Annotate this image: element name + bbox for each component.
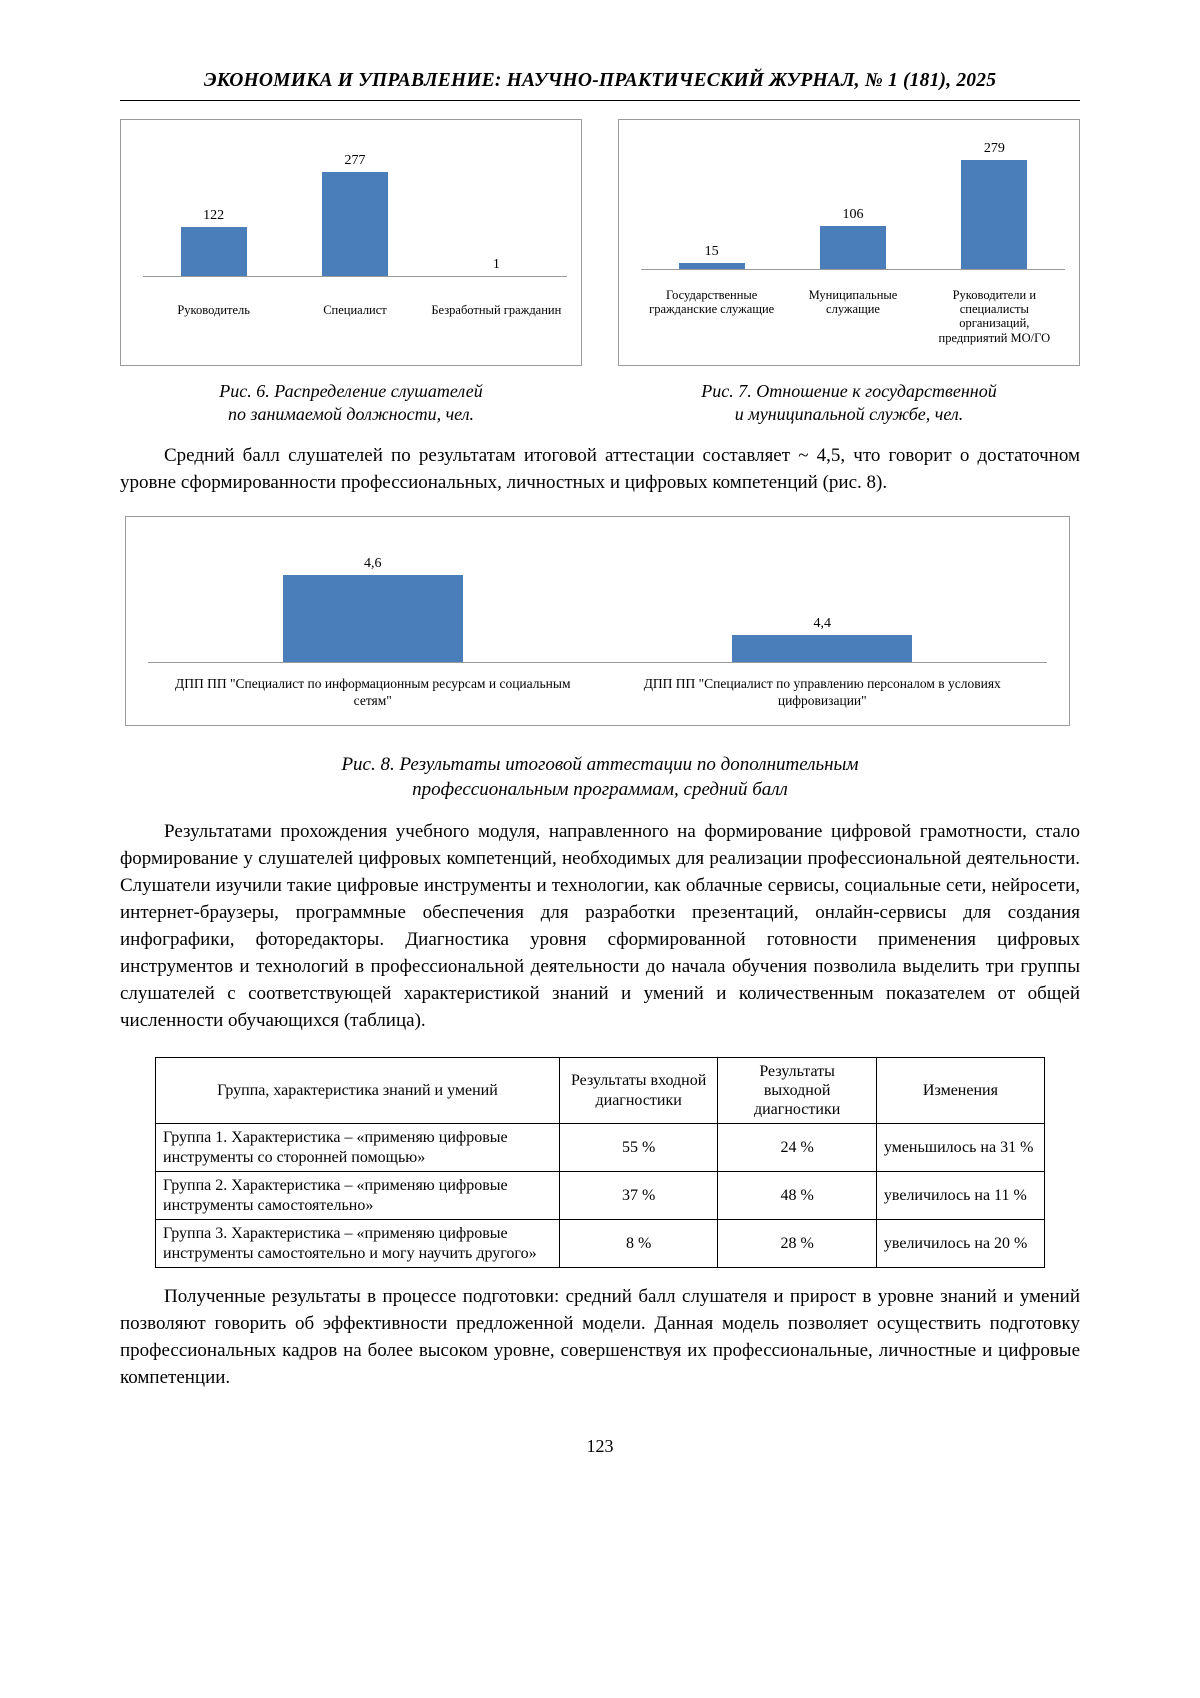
bar-group: [426, 134, 567, 277]
caption-line: профессиональным программам, средний балл: [412, 779, 788, 801]
bar-value-label: 277: [344, 153, 366, 168]
table-row: [156, 1124, 1045, 1172]
bar-value-label: 4,4: [813, 615, 831, 631]
bar-group: [148, 539, 598, 663]
caption-line: Рис. 7. Отношение к государственной: [701, 381, 997, 401]
figure-row-6-7: [120, 119, 1080, 427]
table-cell-group: Группа 1. Характеристика – «применяю цифровые инструменты со сторонней помощью»: [156, 1124, 560, 1172]
chart-fig8-categories: [148, 676, 1047, 708]
bar: [732, 635, 912, 663]
bar-value-label: 4,6: [364, 555, 382, 571]
table-cell-group: Группа 3. Характеристика – «применяю цифровые инструменты самостоятельно и могу научить другого»: [156, 1220, 560, 1268]
chart-fig8-bars: [148, 539, 1047, 663]
figure-8-caption: [120, 752, 1080, 803]
bar-group: [641, 134, 782, 270]
paragraph-1: Средний балл слушателей по результатам итоговой аттестации составляет ~ 4,5, что говорит о достаточном уровне сформированности профессиональных, личностных и цифровых компетенций (рис. 8).: [120, 444, 1080, 493]
caption-line: по занимаемой должности, чел.: [227, 404, 475, 425]
bar-value-label: 15: [704, 244, 719, 259]
results-table: [155, 1057, 1045, 1269]
table-header-cell: Результаты выходной диагностики: [718, 1057, 876, 1124]
figure-7-caption: [618, 380, 1080, 427]
caption-line: Рис. 6. Распределение слушателей: [219, 381, 483, 401]
table-cell-group: Группа 2. Характеристика – «применяю цифровые инструменты самостоятельно»: [156, 1172, 560, 1220]
table-cell-output: 48 %: [718, 1172, 876, 1220]
chart-fig7-bars: [641, 134, 1065, 270]
table-cell-input: 8 %: [559, 1220, 717, 1268]
table-cell-input: 37 %: [559, 1172, 717, 1220]
table-cell-input: 55 %: [559, 1124, 717, 1172]
bar-value-label: 1: [492, 257, 500, 272]
caption-line: Рис. 8. Результаты итоговой аттестации по дополнительным: [341, 753, 859, 775]
table-cell-output: 24 %: [718, 1124, 876, 1172]
figure-8: [120, 516, 1080, 803]
bar: [181, 227, 247, 277]
category-label: Государственные гражданские служащие: [649, 287, 775, 316]
chart-fig6-bars: [143, 134, 567, 277]
table-cell-output: 28 %: [718, 1220, 876, 1268]
bar: [820, 226, 886, 270]
bar: [961, 160, 1027, 270]
bar-group: [284, 134, 425, 277]
table-header-cell: Группа, характеристика знаний и умений: [156, 1057, 560, 1124]
category-label: Руководители и специалисты организаций, предприятий МО/ГО: [938, 287, 1051, 345]
table-header-cell: Результаты входной диагностики: [559, 1057, 717, 1124]
paragraph-3: Полученные результаты в процессе подготовки: средний балл слушателя и прирост в уровне знаний и умений позволяют говорить об эффективности предложенной модели. Данная модель позволяет осуществить подготовку профессиональных кадров на более высоком уровне, совершенствуя их профессиональные, личностные и цифровые компетенции.: [120, 1286, 1080, 1389]
bar-group: [924, 134, 1065, 270]
chart-fig6-categories: [143, 299, 567, 317]
paragraph-2: Результатами прохождения учебного модуля, направленного на формирование цифровой грамотности, стало формирование у слушателей цифровых компетенций, необходимых для реализации профессиональной деятельности. Слушатели изучили такие цифровые инструменты и технологии, как облачные сервисы, социальные сети, нейросети, интернет-браузеры, программные обеспечения для разработки презентаций, онлайн-сервисы для создания инфографики, фоторедакторы. Диагностика уровня сформированной готовности применения цифровых инструментов и технологий в профессиональной деятельности до начала обучения позволила выделить три группы слушателей с соответствующей характеристикой знаний и умений и количественным показателем от общей численности обучающихся (таблица).: [120, 821, 1080, 1031]
table-cell-change: уменьшилось на 31 %: [876, 1124, 1044, 1172]
page-number: 123: [586, 1436, 614, 1457]
x-axis: [148, 662, 1047, 663]
bar-group: [598, 539, 1048, 663]
chart-fig7: [618, 119, 1080, 366]
category-label: Специалист: [323, 302, 387, 317]
category-label: Муниципальные служащие: [808, 287, 898, 316]
table-cell-change: увеличилось на 20 %: [876, 1220, 1044, 1268]
bar: [322, 172, 388, 277]
chart-fig6: [120, 119, 582, 366]
bar: [283, 575, 463, 663]
figure-6-caption: [120, 380, 582, 427]
caption-line: и муниципальной службе, чел.: [734, 404, 964, 425]
bar-value-label: 122: [203, 208, 225, 223]
category-label: Руководитель: [177, 302, 250, 317]
bar-value-label: 106: [842, 207, 864, 222]
chart-fig8: [125, 516, 1070, 726]
bar-group: [782, 134, 923, 270]
figure-6: [120, 119, 582, 427]
table-row: [156, 1172, 1045, 1220]
x-axis: [641, 269, 1065, 270]
figure-7: [618, 119, 1080, 427]
bar-group: [143, 134, 284, 277]
running-head: ЭКОНОМИКА И УПРАВЛЕНИЕ: НАУЧНО-ПРАКТИЧЕСКИЙ ЖУРНАЛ, № 1 (181), 2025: [120, 70, 1080, 101]
table-header-cell: Изменения: [876, 1057, 1044, 1124]
table-cell-change: увеличилось на 11 %: [876, 1172, 1044, 1220]
category-label: Безработный гражданин: [431, 302, 562, 317]
category-label: ДПП ПП "Специалист по управлению персоналом в условиях цифровизации": [643, 676, 1001, 708]
table-row: [156, 1220, 1045, 1268]
bar-value-label: 279: [983, 141, 1005, 156]
x-axis: [143, 276, 567, 277]
chart-fig7-categories: [641, 284, 1065, 346]
table-header-row: [156, 1057, 1045, 1124]
category-label: ДПП ПП "Специалист по информационным ресурсам и социальным сетям": [175, 676, 571, 708]
